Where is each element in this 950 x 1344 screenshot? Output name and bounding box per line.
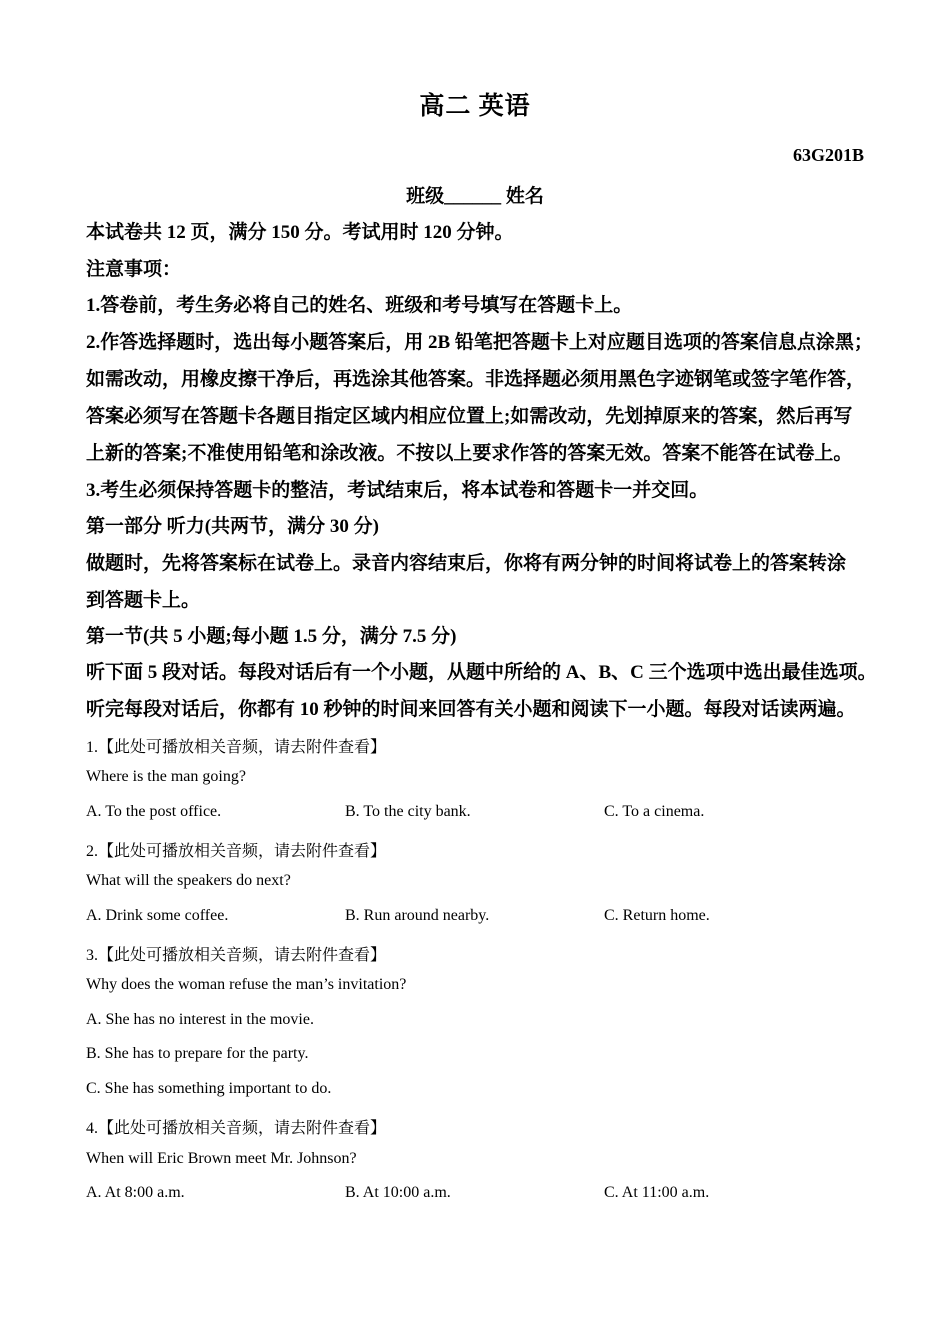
question-1-option-a: A. To the post office.: [86, 803, 222, 820]
question-1-audio: 1.【此处可播放相关音频，请去附件查看】: [86, 739, 387, 756]
exam-title: 高二 英语: [419, 93, 531, 120]
instruction-line-5: 如需改动，用橡皮擦干净后，再选涂其他答案。非选择题必须用黑色字迹钢笔或签字笔作答，: [86, 369, 866, 390]
instruction-line-7: 上新的答案;不准使用铅笔和涂改液。不按以上要求作答的答案无效。答案不能答在试卷上。: [86, 443, 853, 464]
question-2-option-a: A. Drink some coffee.: [86, 907, 229, 924]
question-2-option-c: C. Return home.: [604, 907, 710, 924]
question-4-option-a: A. At 8:00 a.m.: [86, 1184, 185, 1201]
part1-desc-2: 到答题卡上。: [86, 590, 201, 611]
question-3-stem: Why does the woman refuse the man’s invitation?: [86, 976, 407, 993]
instruction-line-1: 本试卷共 12 页，满分 150 分。考试用时 120 分钟。: [86, 222, 514, 243]
question-3-option-c: C. She has something important to do.: [86, 1080, 332, 1097]
class-name-line: 班级______ 姓名: [406, 186, 544, 207]
question-1-option-c: C. To a cinema.: [604, 803, 705, 820]
question-1-stem: Where is the man going?: [86, 768, 246, 785]
section1-heading: 第一节(共 5 小题;每小题 1.5 分，满分 7.5 分): [86, 626, 457, 647]
question-2-stem: What will the speakers do next?: [86, 872, 291, 889]
question-4-audio: 4.【此处可播放相关音频，请去附件查看】: [86, 1120, 387, 1137]
instruction-line-3: 1.答卷前，考生务必将自己的姓名、班级和考号填写在答题卡上。: [86, 295, 633, 316]
question-3-option-a: A. She has no interest in the movie.: [86, 1011, 314, 1028]
question-4-option-c: C. At 11:00 a.m.: [604, 1184, 710, 1201]
instruction-line-8: 3.考生必须保持答题卡的整洁，考试结束后，将本试卷和答题卡一并交回。: [86, 480, 709, 501]
question-4-option-b: B. At 10:00 a.m.: [345, 1184, 451, 1201]
question-1-option-b: B. To the city bank.: [345, 803, 471, 820]
exam-code: 63G201B: [792, 145, 864, 165]
question-4-stem: When will Eric Brown meet Mr. Johnson?: [86, 1150, 357, 1167]
question-3-option-b: B. She has to prepare for the party.: [86, 1045, 309, 1062]
instruction-line-4: 2.作答选择题时，选出每小题答案后，用 2B 铅笔把答题卡上对应题目选项的答案信息点涂黑；: [86, 332, 873, 353]
section1-desc-1: 听下面 5 段对话。每段对话后有一个小题，从题中所给的 A、B、C 三个选项中选出最佳选项。: [86, 662, 877, 683]
instruction-line-2: 注意事项：: [86, 259, 182, 280]
instruction-line-6: 答案必须写在答题卡各题目指定区域内相应位置上;如需改动，先划掉原来的答案，然后再写: [86, 406, 853, 427]
part1-desc-1: 做题时，先将答案标在试卷上。录音内容结束后，你将有两分钟的时间将试卷上的答案转涂: [86, 553, 847, 574]
question-2-option-b: B. Run around nearby.: [345, 907, 490, 924]
section1-desc-2: 听完每段对话后，你都有 10 秒钟的时间来回答有关小题和阅读下一小题。每段对话读两遍。: [86, 699, 856, 720]
part1-heading: 第一部分 听力(共两节，满分 30 分): [86, 516, 379, 537]
question-3-audio: 3.【此处可播放相关音频，请去附件查看】: [86, 947, 387, 964]
question-2-audio: 2.【此处可播放相关音频，请去附件查看】: [86, 843, 387, 860]
